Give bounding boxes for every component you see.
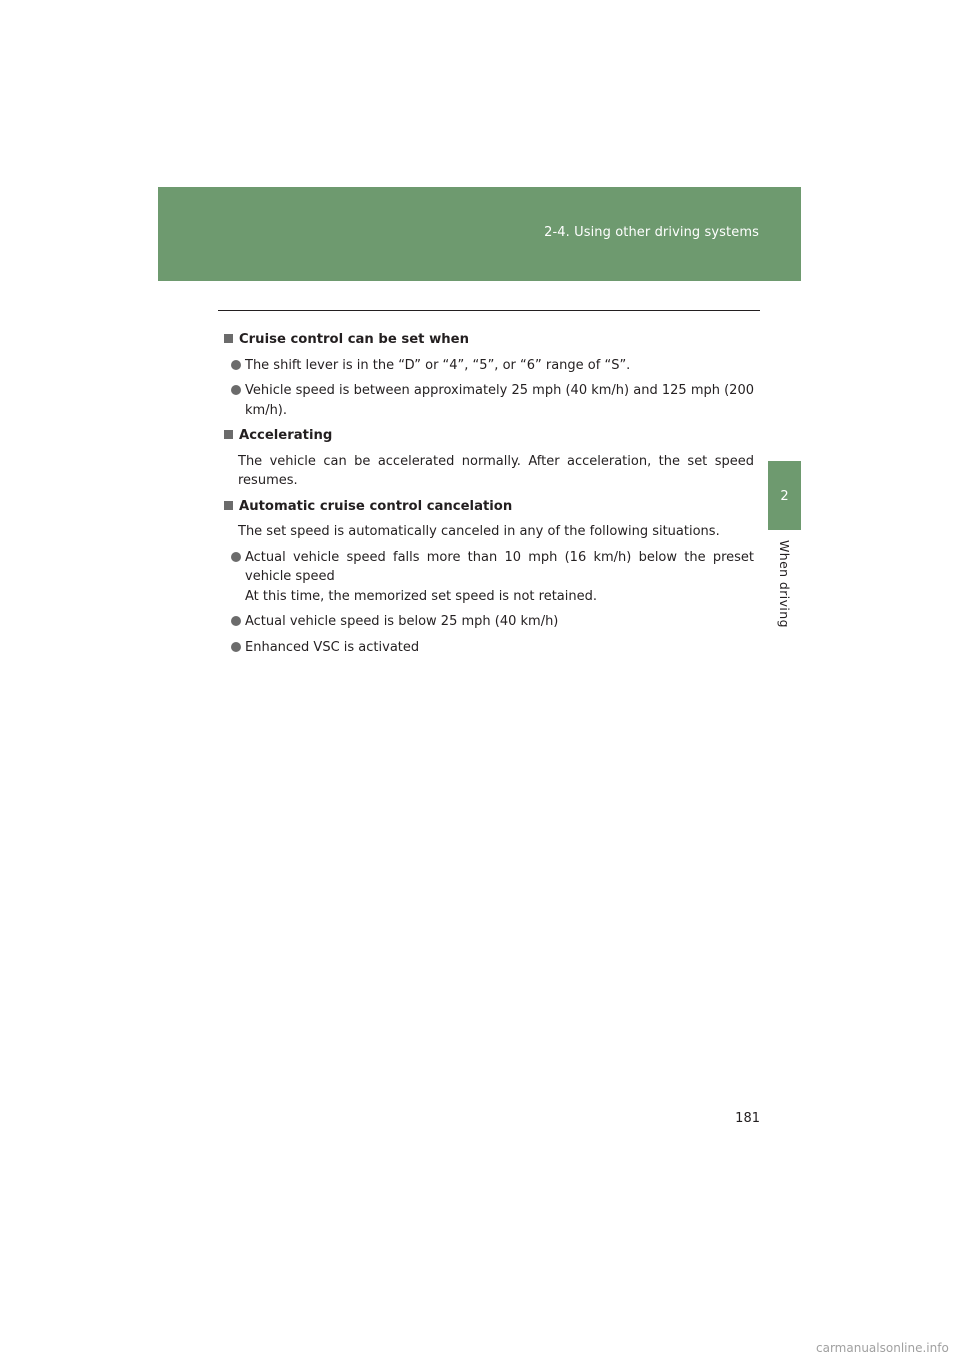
divider-rule (218, 310, 760, 311)
list-item (229, 612, 754, 632)
list-item (229, 356, 754, 376)
circle-bullet-icon (231, 616, 241, 626)
page-number: 181 (735, 1111, 760, 1126)
list-item (229, 548, 754, 607)
chapter-number: 2 (780, 489, 789, 504)
chapter-tab (768, 461, 801, 530)
circle-bullet-icon (231, 385, 241, 395)
section-heading (222, 426, 754, 446)
circle-bullet-icon (231, 360, 241, 370)
list-item-text: Actual vehicle speed is below 25 mph (40 km/h) (245, 614, 559, 629)
section-heading (222, 330, 754, 350)
heading-text: Automatic cruise control cancelation (239, 498, 513, 514)
list-item-text (245, 548, 754, 607)
list-item (229, 381, 754, 420)
page-content (222, 330, 754, 663)
list-item-text: Enhanced VSC is activated (245, 639, 420, 655)
list-item-text: Vehicle speed is between approximately 25 mph (40 km/h) and 125 mph (200 km/h). (245, 383, 754, 418)
circle-bullet-icon (231, 552, 241, 562)
square-bullet-icon (224, 501, 233, 510)
list-item-line: Actual vehicle speed falls more than 10 mph (16 km/h) below the preset vehicle speed (245, 549, 754, 584)
header-band (158, 187, 801, 281)
list-item-text: The shift lever is in the “D” or “4”, “5”, or “6” range of “S”. (245, 357, 631, 373)
list-item (229, 638, 754, 658)
section-title: 2-4. Using other driving systems (544, 225, 759, 240)
heading-text: Accelerating (239, 428, 333, 443)
paragraph: The set speed is automatically canceled in any of the following situations. (238, 524, 720, 539)
watermark: carmanualsonline.info (816, 1341, 949, 1355)
heading-text: Cruise control can be set when (239, 332, 469, 347)
list-item-line: At this time, the memorized set speed is not retained. (245, 588, 597, 604)
chapter-label: When driving (777, 540, 792, 628)
square-bullet-icon (224, 334, 233, 343)
square-bullet-icon (224, 430, 233, 439)
section-heading (222, 497, 754, 517)
paragraph: The vehicle can be accelerated normally. After acceleration, the set speed resumes. (238, 453, 754, 488)
circle-bullet-icon (231, 642, 241, 652)
